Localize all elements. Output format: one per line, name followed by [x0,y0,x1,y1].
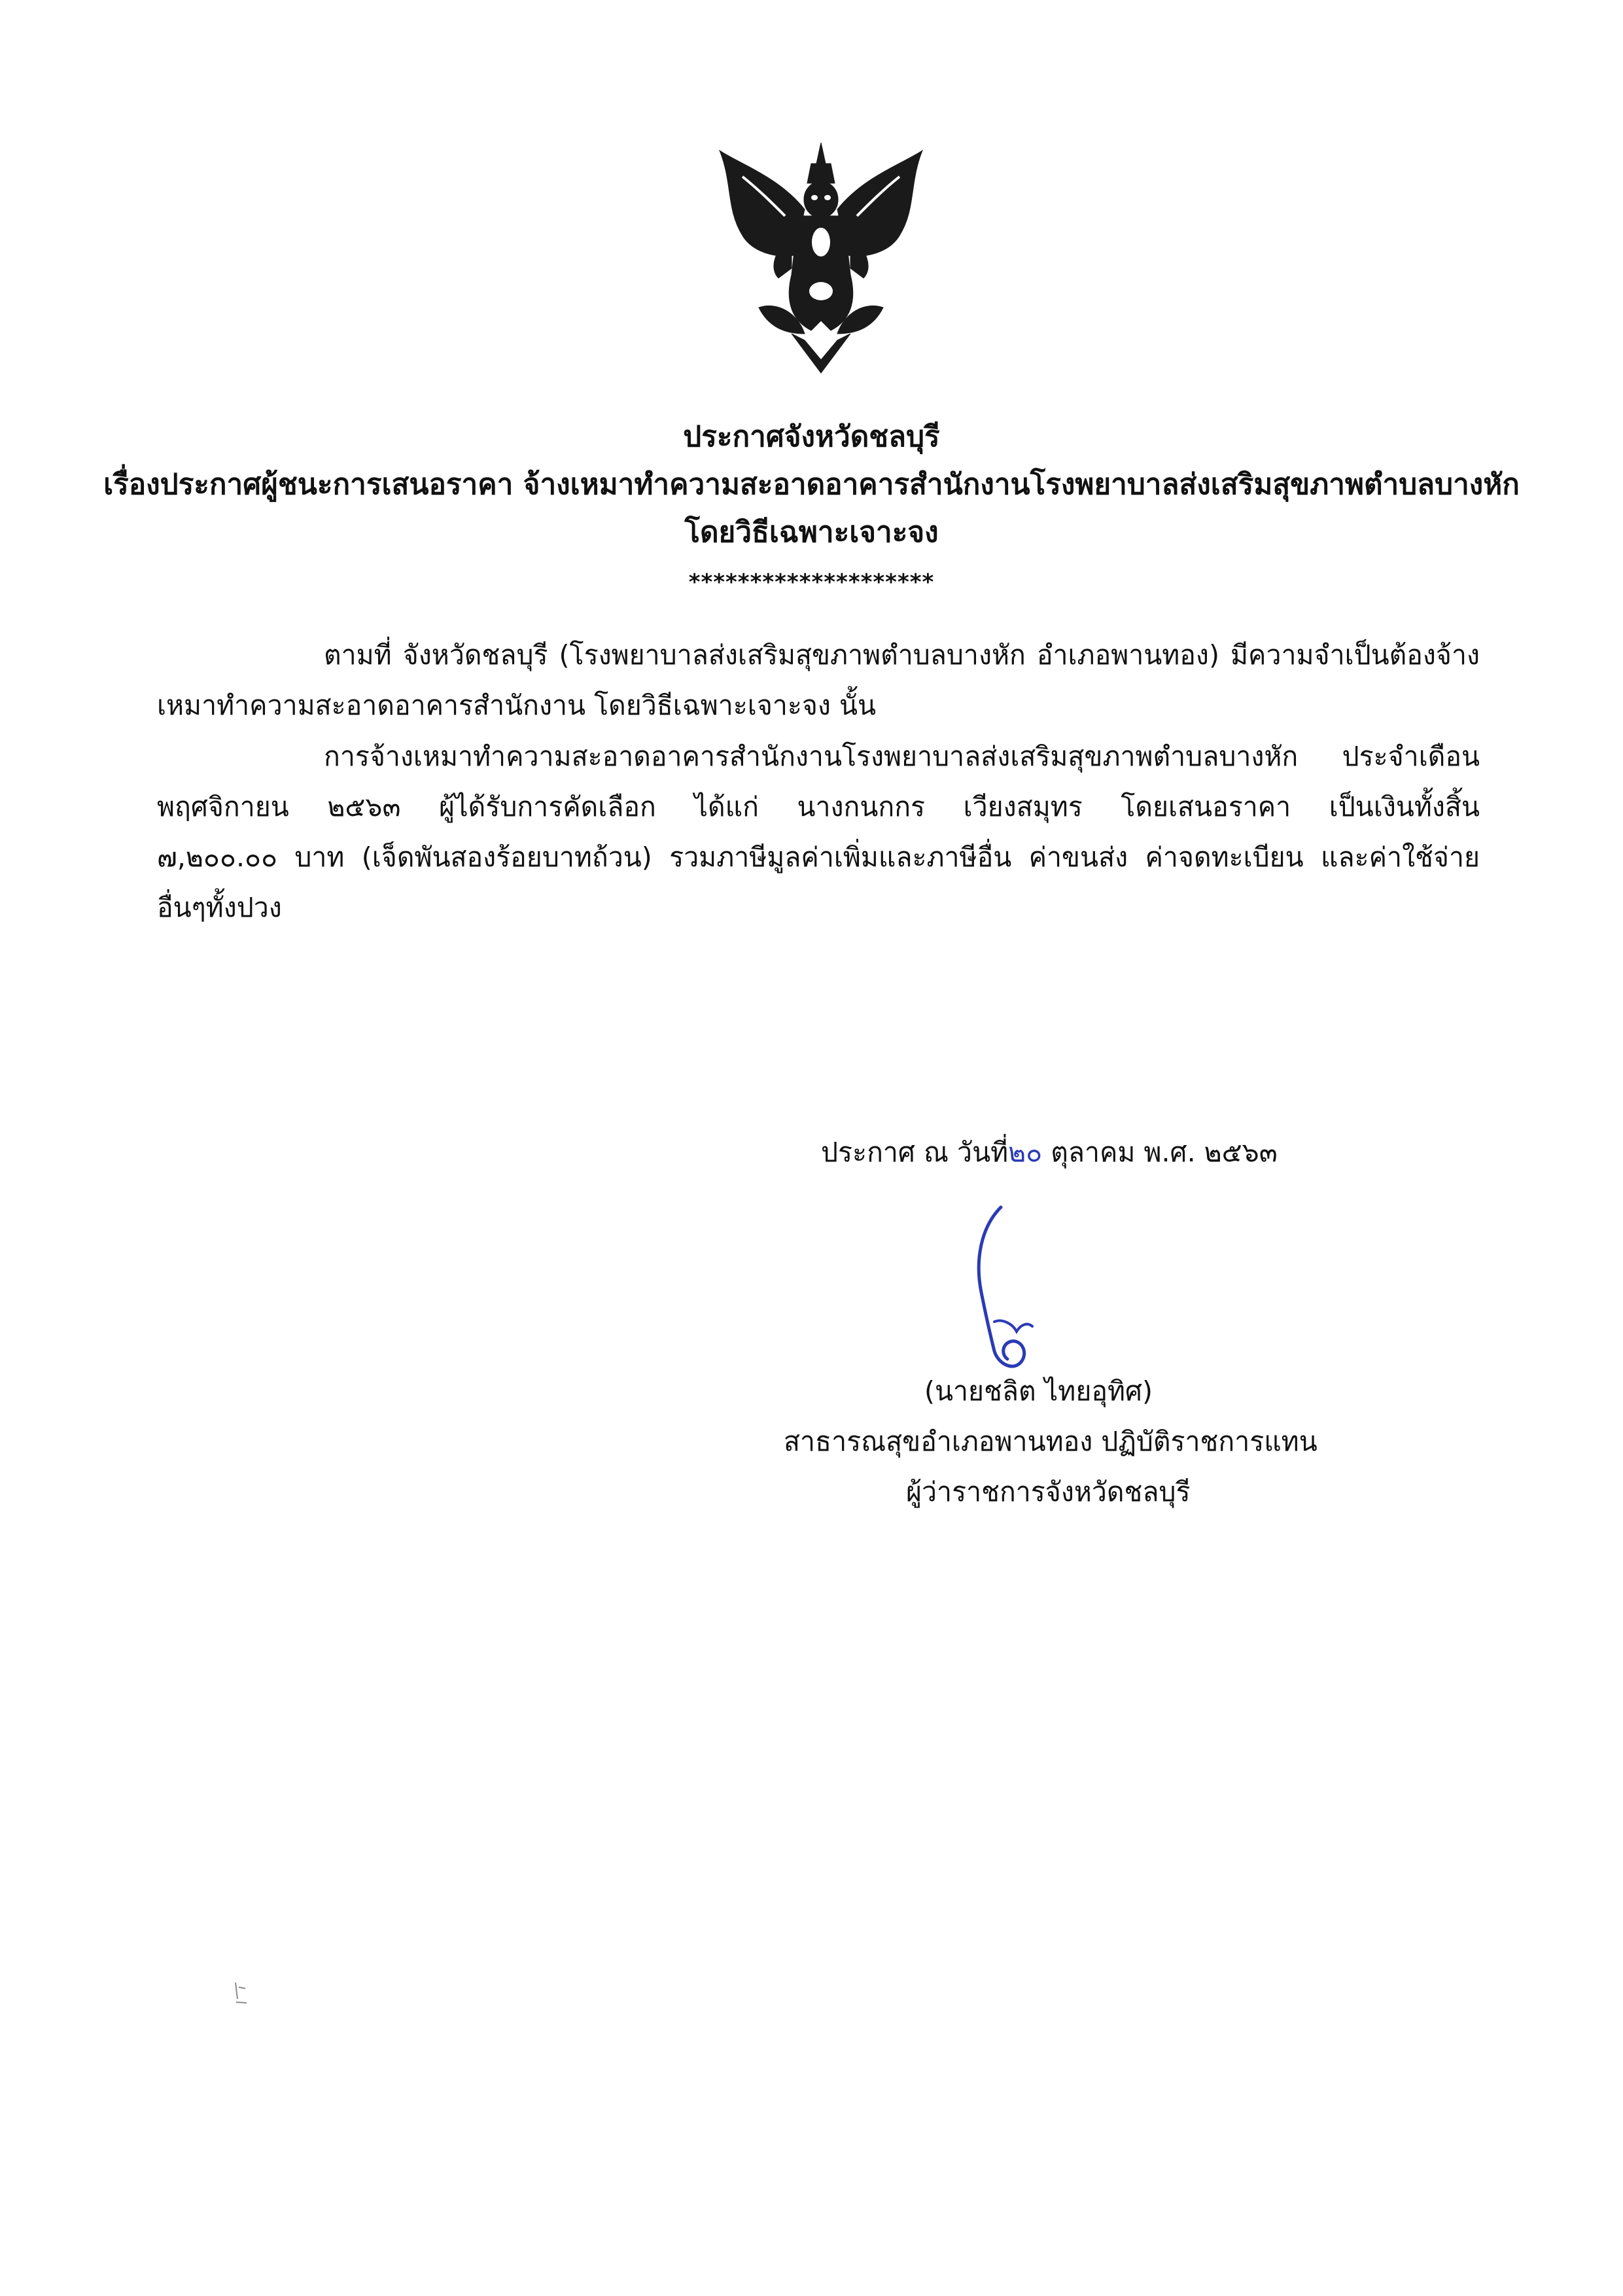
announcement-title: ประกาศจังหวัดชลบุรี [683,420,940,453]
announcement-date [821,1135,1278,1169]
signatory-position: สาธารณสุขอำเภอพานทอง ปฏิบัติราชการแทน [784,1426,1318,1457]
paragraph-2-line-3: ๗,๒๐๐.๐๐ บาท (เจ็ดพันสองร้อยบาทถ้วน) รวมภาษีมูลค่าเพิ่มและภาษีอื่น ค่าขนส่ง ค่าจดทะเบียน และค่าใช้จ่าย [157,841,1480,873]
divider-stars: ******************** [688,569,935,595]
date-day-handwritten: ๒๐ [1008,1137,1043,1168]
scan-mark [232,1979,252,2005]
signature [955,1201,1060,1377]
paragraph-2-line-2: พฤศจิกายน ๒๕๖๓ ผู้ได้รับการคัดเลือก ได้แก่ นางกนกกร เวียงสมุทร โดยเสนอราคา เป็นเงินทั้งสิ้น [157,791,1480,822]
paragraph-1-line-2: เหมาทำความสะอาดอาคารสำนักงาน โดยวิธีเฉพาะเจาะจง นั้น [157,690,877,721]
paragraph-1-line-1: ตามที่ จังหวัดชลบุรี (โรงพยาบาลส่งเสริมสุขภาพตำบลบางหัก อำเภอพานทอง) มีความจำเป็นต้องจ้าง [324,639,1480,671]
garuda-emblem [713,137,929,380]
announcement-subject: เรื่องประกาศผู้ชนะการเสนอราคา จ้างเหมาทำความสะอาดอาคารสำนักงานโรงพยาบาลส่งเสริมสุขภาพตำบลบางหัก [103,468,1520,501]
date-suffix: ตุลาคม พ.ศ. ๒๕๖๓ [1042,1137,1278,1168]
paragraph-2-line-1: การจ้างเหมาทำความสะอาดอาคารสำนักงานโรงพยาบาลส่งเสริมสุขภาพตำบลบางหัก ประจำเดือน [324,741,1480,772]
signatory-name: (นายชลิต ไทยอุทิศ) [924,1375,1153,1407]
paragraph-2-line-4: อื่นๆทั้งปวง [157,892,282,923]
announcement-subject-method: โดยวิธีเฉพาะเจาะจง [684,516,939,549]
date-prefix: ประกาศ ณ วันที่ [821,1137,1009,1168]
signatory-position-governor: ผู้ว่าราชการจังหวัดชลบุรี [906,1476,1191,1508]
